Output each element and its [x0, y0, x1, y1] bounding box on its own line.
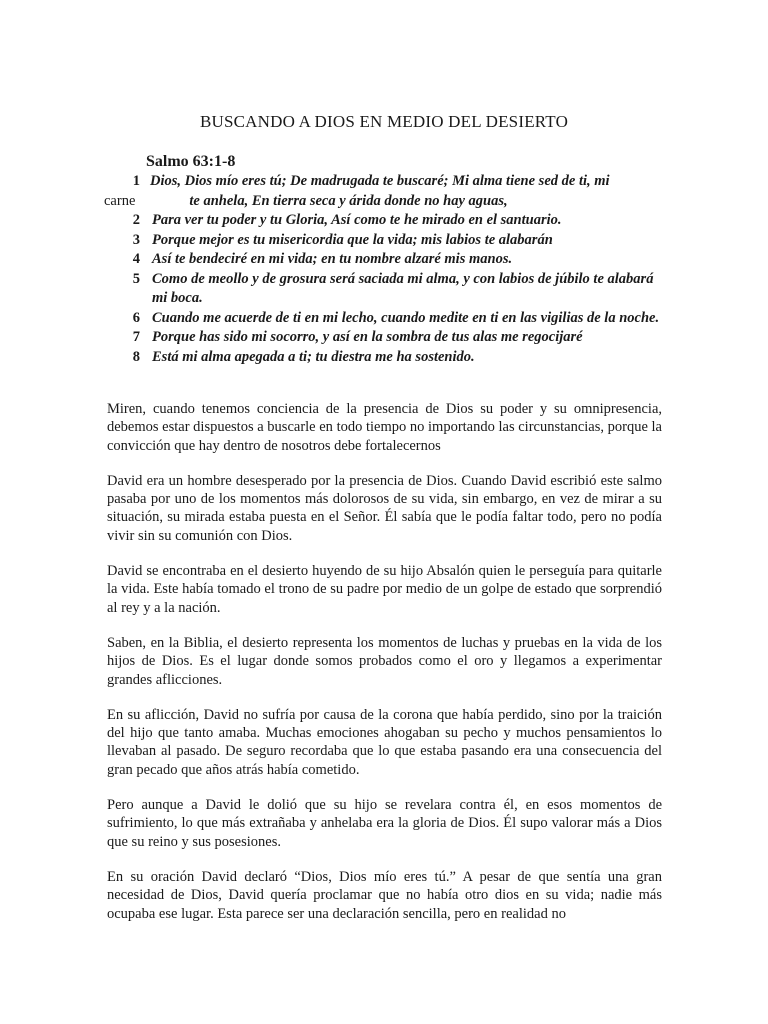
verse-4 [104, 250, 664, 270]
verse-text: Cuando me acuerde de ti en mi lecho, cuando medite en ti en las vigilias de la noche. [152, 309, 660, 326]
verse-number: 4 [132, 251, 140, 267]
verse-text-carne: carne [104, 192, 136, 209]
verse-number: 6 [132, 309, 140, 326]
paragraph: Saben, en la Biblia, el desierto representa los momentos de luchas y pruebas en la vida de los hijos de Dios. Es el lugar donde somos probados como el oro y llegamos a experimentar grandes aflicciones. [107, 634, 662, 688]
verse-7 [104, 328, 664, 348]
verse-list [104, 172, 664, 367]
verse-8 [104, 348, 664, 368]
verse-number: 5 [132, 270, 140, 287]
verse-text: Así te bendeciré en mi vida; en tu nombre alzaré mis manos. [152, 251, 513, 267]
paragraph: En su oración David declaró “Dios, Dios mío eres tú.” A pesar de que sentía una gran necesidad de Dios, David quería proclamar que no había otro dios en su vida; nadie más ocupaba ese lugar. Esta parece ser una declaración sencilla, pero en realidad no [107, 868, 662, 922]
verse-number: 8 [132, 348, 140, 365]
psalm-reference: Salmo 63:1-8 [146, 153, 236, 170]
paragraph: David era un hombre desesperado por la presencia de Dios. Cuando David escribió este salmo pasaba por uno de los momentos más dolorosos de su vida, sin embargo, en vez de mirar a su situación, su mirada estaba puesta en el Señor. Él sabía que le podía faltar todo, pero no podía vivir sin su comunión con Dios. [107, 472, 662, 544]
verse-number: 2 [132, 212, 140, 228]
verse-text-continued: te anhela, En tierra seca y árida donde no hay aguas, [189, 192, 508, 209]
verse-1 [104, 172, 664, 211]
paragraph: David se encontraba en el desierto huyendo de su hijo Absalón quien le perseguía para quitarle la vida. Este había tomado el trono de su padre por medio de un golpe de estado que sorprendió al rey y a la nación. [107, 563, 662, 616]
verse-5 [104, 270, 664, 309]
paragraph: En su aflicción, David no sufría por causa de la corona que había perdido, sino por la traición del hijo que tanto amaba. Muchas emociones ahogaban su pecho y muchos pensamientos lo llevaban al pasado. De seguro recordaba que lo que estaba pasando era una consecuencia del gran pecado que años atrás había cometido. [107, 706, 662, 778]
verse-text: Porque mejor es tu misericordia que la vida; mis labios te alabarán [152, 231, 553, 248]
verse-text: Como de meollo y de grosura será saciada mi alma, y con labios de júbilo te alabará mi boca. [152, 270, 654, 306]
verse-text: Para ver tu poder y tu Gloria, Así como te he mirado en el santuario. [152, 212, 562, 228]
verse-text: Está mi alma apegada a ti; tu diestra me ha sostenido. [152, 348, 475, 365]
body-text [107, 400, 662, 940]
verse-6 [104, 309, 664, 329]
verse-number: 7 [132, 329, 140, 345]
document-title: BUSCANDO A DIOS EN MEDIO DEL DESIERTO [199, 112, 569, 131]
verse-text: Porque has sido mi socorro, y así en la sombra de tus alas me regocijaré [152, 329, 583, 345]
verse-3 [104, 231, 664, 251]
verse-text: Dios, Dios mío eres tú; De madrugada te buscaré; Mi alma tiene sed de ti, mi [150, 173, 610, 189]
paragraph: Pero aunque a David le dolió que su hijo se revelara contra él, en esos momentos de sufrimiento, lo que más extrañaba y anhelaba era la gloria de Dios. Él supo valorar más a Dios que su reino y sus posesiones. [107, 797, 662, 850]
verse-number: 3 [132, 231, 140, 248]
paragraph: Miren, cuando tenemos conciencia de la presencia de Dios su poder y su omnipresencia, debemos estar dispuestos a buscarle en todo tiempo no importando las circunstancias, porque la convicción que hay dentro de nosotros debe fortalecernos [107, 401, 662, 454]
verse-number: 1 [132, 173, 140, 189]
verse-2 [104, 211, 664, 231]
